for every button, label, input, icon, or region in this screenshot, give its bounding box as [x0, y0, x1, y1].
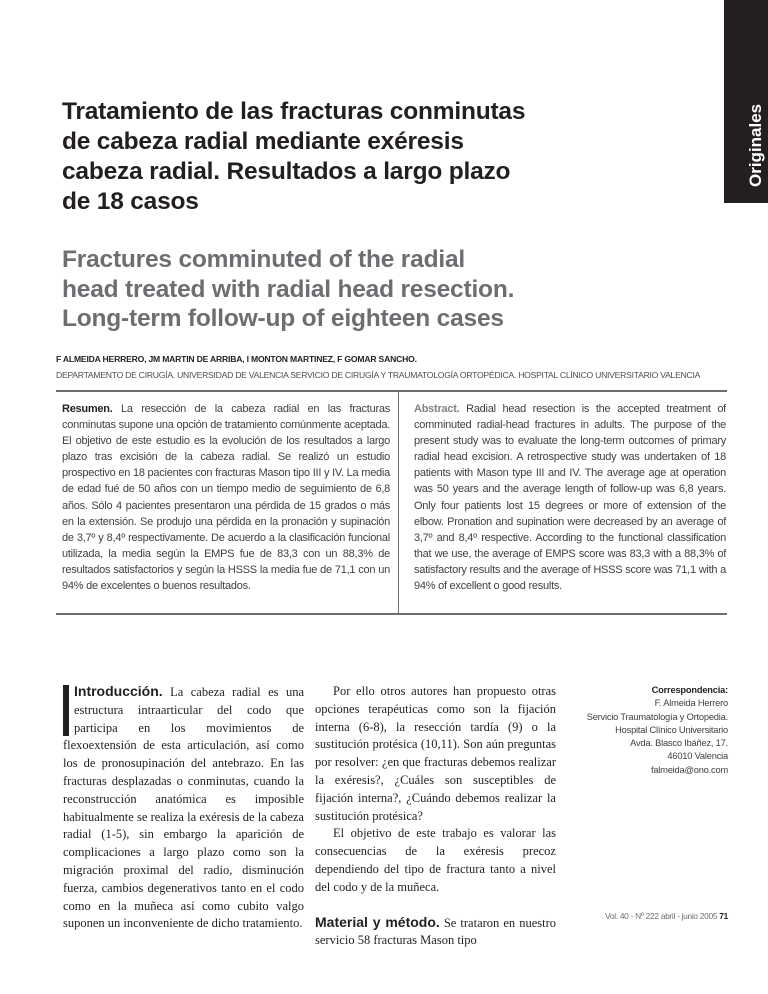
article-title-spanish	[62, 97, 702, 217]
correspondence-line: Hospital Clínico Universitario	[615, 724, 728, 735]
body-column-1	[63, 683, 304, 933]
body-paragraph: El objetivo de este trabajo es valorar las consecuencias de la exéresis precoz dependiendo del tipo de fractura tanto a nivel del codo y de la muñeca.	[315, 826, 556, 894]
page-footer	[560, 911, 728, 921]
methods-heading: Material y método.	[315, 913, 440, 930]
methods-paragraph	[315, 914, 556, 951]
correspondence-line: F. Almeida Herrero	[654, 698, 728, 709]
correspondence-line: Avda. Blasco Ibáñez, 17.	[630, 738, 728, 749]
correspondence-heading: Correspondencia:	[651, 685, 728, 695]
title-es-line: cabeza radial. Resultados a largo plazo	[62, 158, 511, 185]
correspondence-block	[560, 684, 728, 777]
abstract-spanish-text: La resección de la cabeza radial en las fracturas conminutas supone una opción de tratamiento comúnmente aceptada. El objetivo de este estudio es la evolución de los resultados a largo plazo tras excisión de la cabeza radial. Se realizó un estudio prospectivo en 18 pacientes con fracturas Mason tipo III y IV. La media de edad fué de 50 años con un tiempo medio de seguimiento de 6,8 años. Sólo 4 pacientes presentaron una pérdida de 15 grados o más en la extensión. Se produjo una pérdida en la pronación y supinación de 3,7º y 8,4º respectivamente. De acuerdo a la clasificación funcional utilizada, la media según la EMPS fue de 83,3 con un 88,3% de resultados satisfactorios y según la HSSS la media fue de 71,1 con un 94% de excelentes o buenos resultados.	[62, 403, 390, 593]
abstract-top-rule	[56, 390, 727, 392]
issue-info: Vol. 40 - Nº 222 abril - junio 2005	[605, 911, 720, 921]
abstract-english-text: Radial head resection is the accepted treatment of comminuted radial-head fractures in adults. The purpose of the present study was to evaluate the long-term outcomes of primary radial head excision. A retrospective study was undertaken of 18 patients with Mason type III and IV. The average age at operation was 50 years and the average length of follow-up was 6,8 years. Only four patients lost 15 degrees or more of extension of the elbow. Pronation and supination were decreased by an average of 3,7º and 8,4º respective. According to the functional classification that we use, the average of EMPS score was 83,3 with a 88,3% of satisfactory results and the average of HSSS score was 71,1 with a 94% of excellent o good results.	[414, 403, 726, 593]
title-en-line: Fractures comminuted of the radial	[62, 246, 465, 273]
introduction-text: La cabeza radial es una estructura intraarticular del codo que participa en los movimientos de flexoextensión de esta articulación, así como los de pronosupinación del antebrazo. En las fracturas desplazadas o conminutas, cuando la reconstrucción anatómica es imposible habitualmente se realiza la exéresis de la cabeza radial (1-5), sin embargo la aparición de complicaciones a largo plazo como son la migración proximal del radio, disminución fuerza, cambios degenerativos tanto en el codo como en la muñeca así como cubito valgo suponen un inconveniente de dicho tratamiento.	[63, 685, 304, 931]
abstract-spanish-heading: Resumen.	[62, 403, 113, 415]
body-column-2	[315, 683, 556, 950]
abstract-spanish	[62, 401, 390, 594]
correspondence-email: falmeida@ono.com	[650, 764, 728, 775]
section-tab-label: Originales	[746, 103, 765, 187]
correspondence-line: Servicio Traumatología y Ortopedia.	[586, 711, 728, 722]
article-title-english	[62, 245, 742, 334]
page-number: 71	[719, 911, 728, 921]
title-es-line: de cabeza radial mediante exéresis	[62, 128, 464, 155]
section-tab	[724, 0, 768, 203]
abstract-english-heading: Abstract.	[414, 403, 460, 415]
title-en-line: Long-term follow-up of eighteen cases	[62, 305, 504, 332]
introduction-paragraph	[63, 683, 304, 933]
abstract-bottom-rule	[56, 613, 727, 615]
dropcap-bar	[63, 685, 69, 736]
title-es-line: Tratamiento de las fracturas conminutas	[62, 98, 526, 125]
body-paragraph: Por ello otros autores han propuesto otras opciones terapéuticas como son la fijación interna (6-8), la resección tardía (9) o la sustitución protésica (10,11). Son aún preguntas por resolver: ¿en que fracturas debemos realizar la exéresis?, ¿Cuáles son susceptibles de fijación interna?, ¿Cuándo debemos realizar la sustitución protésica?	[315, 684, 556, 823]
abstract-column-divider	[398, 391, 399, 613]
methods-text: Se trataron en nuestro servicio 58 fracturas Mason tipo	[315, 915, 556, 948]
abstract-english	[414, 401, 726, 594]
author-list: F ALMEIDA HERRERO, JM MARTIN DE ARRIBA, I MONTON MARTINEZ, F GOMAR SANCHO.	[56, 354, 417, 364]
author-affiliation: DEPARTAMENTO DE CIRUGÍA. UNIVERSIDAD DE VALENCIA SERVICIO DE CIRUGÍA Y TRAUMATOLOGÍA ORTOPÉDICA. HOSPITAL CLÍNICO UNIVERSITARIO VALENCIA	[56, 370, 701, 380]
paragraph-gap	[315, 897, 556, 914]
title-en-line: head treated with radial head resection.	[62, 275, 515, 303]
correspondence-line: 46010 Valencia	[667, 751, 728, 762]
introduction-heading: Introducción.	[74, 683, 163, 699]
title-es-line: de 18 casos	[62, 188, 199, 215]
